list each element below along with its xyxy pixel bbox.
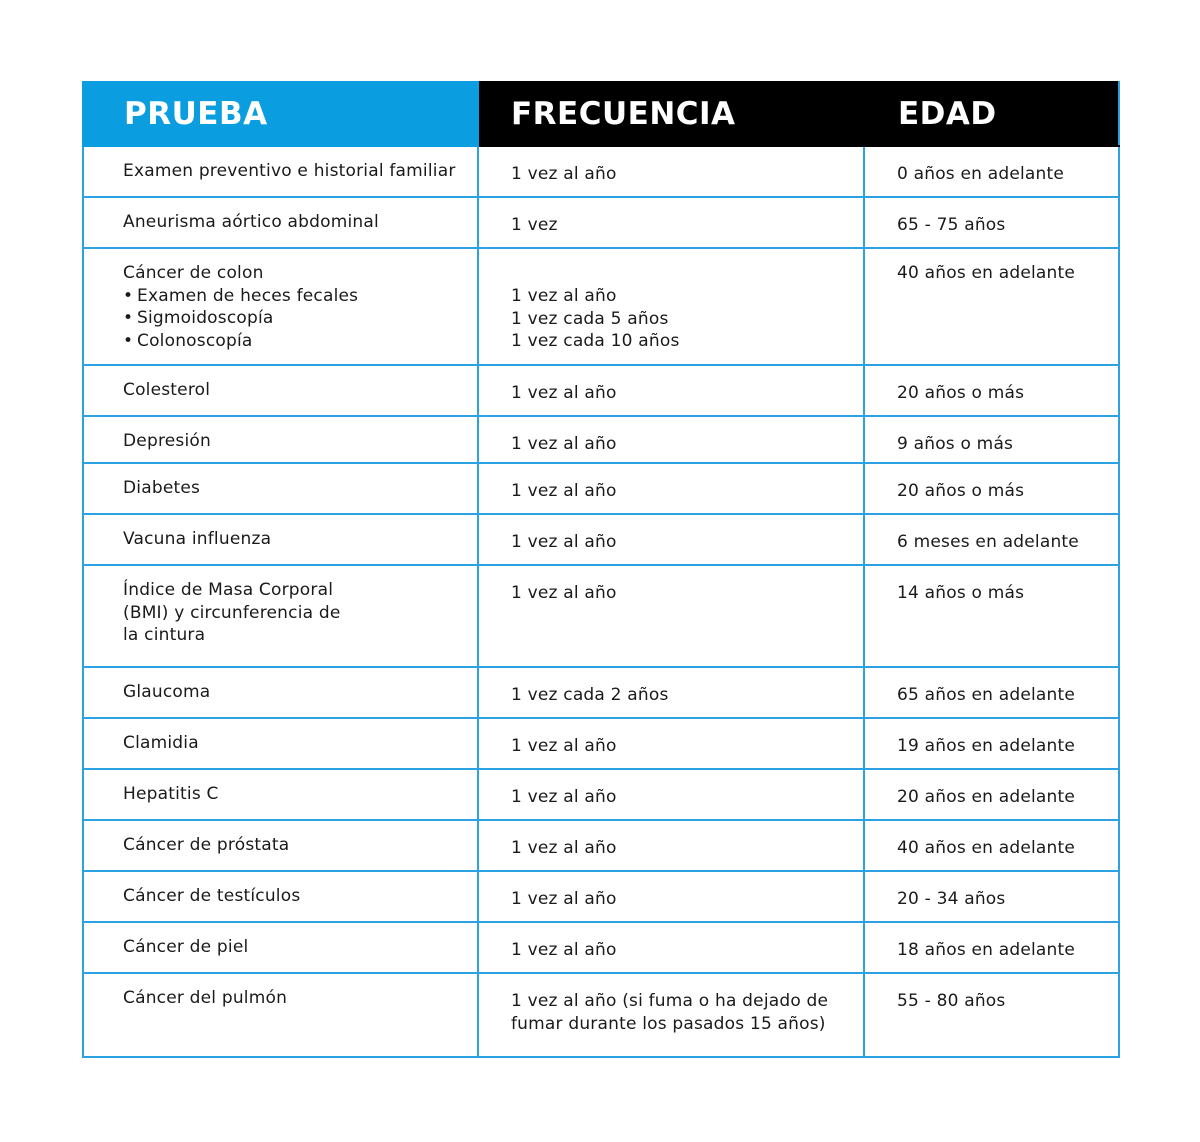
list-item: • Sigmoidoscopía [123,307,477,330]
frequency-cell: 1 vez al año [478,820,864,871]
age-cell: 55 - 80 años [864,973,1119,1057]
test-cell: Examen preventivo e historial familiar [83,146,478,197]
table-body [83,146,1119,1057]
frequency-cell: 1 vez al año [478,718,864,769]
test-cell: Colesterol [83,365,478,416]
test-cell [83,565,478,667]
table-row [83,820,1119,871]
test-cell: Cáncer de piel [83,922,478,973]
table-row [83,718,1119,769]
table-row [83,248,1119,365]
test-cell: Cáncer de testículos [83,871,478,922]
frequency-cell: 1 vez al año [478,769,864,820]
age-cell: 6 meses en adelante [864,514,1119,565]
frequency-cell: 1 vez al año [478,922,864,973]
test-line: la cintura [123,625,206,645]
frequency-cell [478,973,864,1057]
frequency-line: 1 vez al año [511,286,617,306]
test-cell: Clamidia [83,718,478,769]
header-prueba: PRUEBA [83,82,478,146]
test-cell: Cáncer de próstata [83,820,478,871]
frequency-line: 1 vez al año (si fuma o ha dejado de [511,991,829,1011]
frequency-cell: 1 vez al año [478,365,864,416]
table-row [83,365,1119,416]
test-title: Cáncer de colon [123,263,264,283]
frequency-cell: 1 vez cada 2 años [478,667,864,718]
test-cell: Hepatitis C [83,769,478,820]
table-row [83,416,1119,463]
test-cell: Cáncer del pulmón [83,973,478,1057]
frequency-cell: 1 vez al año [478,514,864,565]
table-row [83,973,1119,1057]
header-edad: EDAD [864,82,1119,146]
age-cell: 65 - 75 años [864,197,1119,248]
frequency-cell: 1 vez [478,197,864,248]
table-row [83,565,1119,667]
table-row [83,871,1119,922]
frequency-cell: 1 vez al año [478,565,864,667]
frequency-line: fumar durante los pasados 15 años) [511,1013,826,1034]
test-cell: Vacuna influenza [83,514,478,565]
test-cell: Diabetes [83,463,478,514]
frequency-cell: 1 vez al año [478,463,864,514]
age-cell: 20 - 34 años [864,871,1119,922]
test-line: Índice de Masa Corporal [123,580,334,600]
test-cell: Aneurisma aórtico abdominal [83,197,478,248]
table-row [83,769,1119,820]
list-item: • Colonoscopía [123,330,477,353]
table-row [83,922,1119,973]
age-cell: 9 años o más [864,416,1119,463]
table-header [83,82,1119,146]
age-cell: 40 años en adelante [864,248,1119,365]
age-cell: 20 años en adelante [864,769,1119,820]
table-row [83,146,1119,197]
frequency-cell [478,248,864,365]
frequency-cell: 1 vez al año [478,146,864,197]
frequency-line: 1 vez cada 10 años [511,331,680,351]
age-cell: 19 años en adelante [864,718,1119,769]
list-item: • Examen de heces fecales [123,285,477,308]
age-cell: 20 años o más [864,463,1119,514]
screening-table [82,81,1120,1058]
test-cell: Depresión [83,416,478,463]
table-row [83,667,1119,718]
frequency-cell: 1 vez al año [478,871,864,922]
age-cell: 0 años en adelante [864,146,1119,197]
frequency-line: 1 vez cada 5 años [511,308,669,329]
age-cell: 18 años en adelante [864,922,1119,973]
age-cell: 65 años en adelante [864,667,1119,718]
age-cell: 14 años o más [864,565,1119,667]
age-cell: 40 años en adelante [864,820,1119,871]
frequency-cell: 1 vez al año [478,416,864,463]
age-cell: 20 años o más [864,365,1119,416]
header-frecuencia: FRECUENCIA [478,82,864,146]
test-cell: Glaucoma [83,667,478,718]
table-row [83,197,1119,248]
test-line: (BMI) y circunferencia de [123,602,341,623]
table-row [83,463,1119,514]
screening-table-container [82,81,1118,1058]
test-cell [83,248,478,365]
header-row [83,82,1119,146]
sub-test-list [123,285,477,353]
table-row [83,514,1119,565]
